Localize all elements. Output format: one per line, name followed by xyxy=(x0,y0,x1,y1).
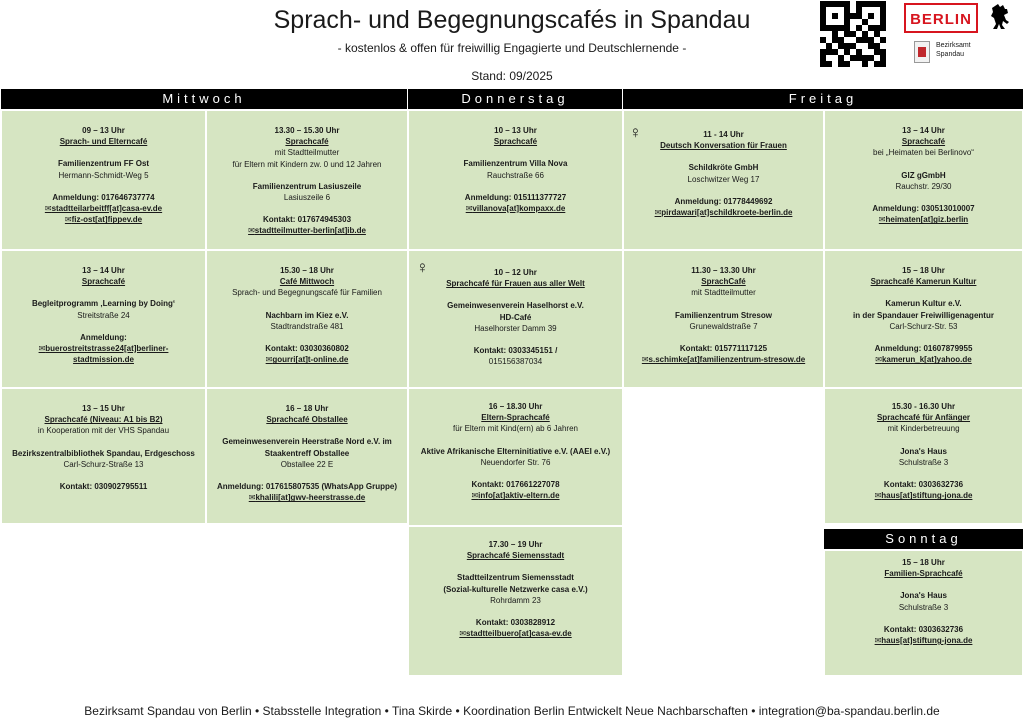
event-time: 13.30 – 15.30 Uhr xyxy=(274,126,340,135)
event-time: 17.30 – 19 Uhr xyxy=(488,540,543,549)
venue-name: Nachbarn im Kiez e.V. xyxy=(265,310,349,320)
event-detail: Sprach- und Begegnungscafé für Familien xyxy=(232,288,382,298)
event-time: 15 – 18 Uhr xyxy=(902,558,945,567)
event-title: Sprachcafé Obstallee xyxy=(266,415,348,425)
email-link[interactable]: ✉ pirdawari[at]schildkroete-berlin.de xyxy=(624,207,823,218)
event-card xyxy=(824,110,1023,250)
contact-line: Kontakt: 0303632736 xyxy=(883,480,964,490)
contact-line: Kontakt: 017674945303 xyxy=(262,215,352,225)
day-header-sonntag: Sonntag xyxy=(824,529,1023,549)
event-detail: 015156387034 xyxy=(488,357,543,367)
event-detail: mit Stadtteilmutter xyxy=(691,288,756,298)
event-detail: für Eltern mit Kindern zw. 0 und 12 Jahren xyxy=(232,159,382,169)
event-time: 11 - 14 Uhr xyxy=(703,130,744,139)
event-time: 13 – 14 Uhr xyxy=(82,266,125,275)
venue-name: Kamerun Kultur e.V. xyxy=(885,299,962,309)
event-time: 13 – 15 Uhr xyxy=(82,404,125,413)
page-subtitle: - kostenlos & offen für freiwillig Engagierte und Deutschlernende - xyxy=(337,41,687,55)
event-title: Sprachcafé für Frauen aus aller Welt xyxy=(446,279,585,289)
stand-date: Stand: 09/2025 xyxy=(471,69,553,83)
event-title: Sprachcafé xyxy=(81,277,126,287)
event-detail: in Kooperation mit der VHS Spandau xyxy=(37,426,170,436)
event-detail: bei „Heimaten bei Berlinovo“ xyxy=(873,148,974,158)
event-title: Sprachcafé Siemensstadt xyxy=(466,551,565,561)
event-card xyxy=(408,110,623,250)
email-link[interactable]: ✉ stadtteilarbeitff[at]casa-ev.de xyxy=(2,203,205,214)
contact-line: Kontakt: 0303828912 xyxy=(475,618,556,628)
venue-name: HD-Café xyxy=(499,312,532,322)
venue-name: in der Spandauer Freiwilligenagentur xyxy=(853,310,994,320)
contact-line: Kontakt: 0303632736 xyxy=(883,624,964,634)
email-link[interactable]: ✉ fiz-ost[at]fippev.de xyxy=(2,214,205,225)
event-card xyxy=(206,388,408,524)
event-title: Sprachcafé für Anfänger xyxy=(876,413,971,423)
event-title: Sprachcafé Kamerun Kultur xyxy=(870,277,977,287)
event-title: Sprachcafé xyxy=(901,137,946,147)
email-link[interactable]: ✉ buerostreitstrasse24[at]berliner- xyxy=(2,343,205,354)
venue-name: GIZ gGmbH xyxy=(901,170,946,180)
venue-name: Familienzentrum Lasiuszeile xyxy=(252,181,362,191)
event-detail: Schulstraße 3 xyxy=(898,602,949,612)
spandau-crest-icon xyxy=(914,41,930,63)
event-detail: Rauchstr. 29/30 xyxy=(895,181,952,191)
event-time: 10 – 12 Uhr xyxy=(494,268,537,277)
venue-name: Familienzentrum FF Ost xyxy=(57,159,150,169)
qr-code[interactable] xyxy=(820,1,886,67)
contact-line: Kontakt: 017661227078 xyxy=(471,480,560,490)
venue-name: Gemeinwesenverein Haselhorst e.V. xyxy=(447,301,584,311)
contact-line: Anmeldung: 015111377727 xyxy=(464,192,567,202)
event-detail: mit Kinderbetreuung xyxy=(887,424,960,434)
email-link[interactable]: ✉ gourri[at]t-online.de xyxy=(207,354,407,365)
event-time: 16 – 18 Uhr xyxy=(285,404,329,413)
email-link[interactable]: ✉ haus[at]stiftung-jona.de xyxy=(825,635,1022,646)
venue-name: Stadtteilzentrum Siemensstadt xyxy=(457,573,574,583)
email-link[interactable]: ✉ villanova[at]kompaxx.de xyxy=(409,203,622,214)
venue-name: Staakentreff Obstallee xyxy=(264,448,350,458)
event-time: 15.30 - 16.30 Uhr xyxy=(891,402,956,411)
email-link[interactable]: ✉ khalili[at]gwv-heerstrasse.de xyxy=(207,492,407,503)
event-title: Sprachcafé xyxy=(285,137,329,147)
event-card xyxy=(206,110,408,250)
contact-line: Anmeldung: 01778449692 xyxy=(674,196,773,206)
female-icon: ♀ xyxy=(416,258,429,277)
event-detail: Stadtrandstraße 481 xyxy=(270,321,344,331)
event-title: Sprachcafé xyxy=(493,137,538,147)
bezirksamt-label: Bezirksamt Spandau xyxy=(936,42,971,58)
event-detail: für Eltern mit Kind(ern) ab 6 Jahren xyxy=(453,424,578,434)
event-detail: Haselhorster Damm 39 xyxy=(474,323,557,333)
event-title: SprachCafé xyxy=(701,277,746,287)
event-title: Eltern-Sprachcafé xyxy=(481,413,550,423)
event-time: 15 – 18 Uhr xyxy=(902,266,945,275)
event-detail: Loschwitzer Weg 17 xyxy=(687,174,760,184)
event-card xyxy=(623,110,824,250)
female-icon: ♀ xyxy=(629,123,642,142)
venue-name: Schildkröte GmbH xyxy=(688,163,759,173)
event-card xyxy=(824,550,1023,676)
email-link[interactable]: ✉ heimaten[at]giz.berlin xyxy=(825,214,1022,225)
bear-icon xyxy=(984,3,1016,33)
event-time: 09 – 13 Uhr xyxy=(82,126,125,135)
email-link[interactable]: ✉ stadtteilbuero[at]casa-ev.de xyxy=(409,628,622,639)
event-detail: Streitstraße 24 xyxy=(77,310,130,320)
contact-line: Anmeldung: 030513010007 xyxy=(872,204,975,214)
event-detail: Carl-Schurz-Str. 53 xyxy=(889,321,958,331)
event-detail: Rauchstraße 66 xyxy=(487,170,544,180)
contact-line: Kontakt: 030902795511 xyxy=(59,482,148,492)
event-card xyxy=(206,250,408,388)
event-detail: Neuendorfer Str. 76 xyxy=(480,457,551,467)
email-link[interactable]: ✉ kamerun_k[at]yahoo.de xyxy=(825,354,1022,365)
email-link[interactable]: stadtmission.de xyxy=(73,355,134,365)
event-card xyxy=(408,250,623,388)
contact-line: Kontakt: 03030360802 xyxy=(265,344,349,354)
venue-name: (Sozial-kulturelle Netzwerke casa e.V.) xyxy=(443,584,588,594)
event-title: Café Mittwoch xyxy=(279,277,335,287)
footer: Bezirksamt Spandau von Berlin • Stabsstelle Integration • Tina Skirde • Koordination Berlin Entwickelt Neue Nachbarschaften • integration@ba-spandau.berlin.de xyxy=(84,704,940,718)
day-header-freitag: Freitag xyxy=(623,89,1023,109)
contact-line: Kontakt: 015771117125 xyxy=(679,344,768,354)
event-title: Deutsch Konversation für Frauen xyxy=(660,141,787,151)
contact-line: Anmeldung: 01607879955 xyxy=(874,344,973,354)
venue-name: Familienzentrum Stresow xyxy=(675,310,772,320)
venue-name: Familienzentrum Villa Nova xyxy=(463,159,568,169)
venue-name: Bezirkszentralbibliothek Spandau, Erdgeschoss xyxy=(12,448,195,458)
event-detail: Carl-Schurz-Straße 13 xyxy=(63,459,144,469)
event-title: Sprachcafé (Niveau: A1 bis B2) xyxy=(44,415,163,425)
event-card xyxy=(408,388,623,526)
contact-line: Kontakt: 0303345151 / xyxy=(473,346,558,356)
venue-name: Gemeinwesenverein Heerstraße Nord e.V. im xyxy=(222,437,392,447)
email-link[interactable]: ✉ s.schimke[at]familienzentrum-stresow.de xyxy=(624,354,823,365)
page-title: Sprach- und Begegnungscafés in Spandau xyxy=(273,6,751,34)
venue-name: Jona's Haus xyxy=(900,591,947,601)
event-detail: mit Stadtteilmutter xyxy=(274,148,340,158)
event-detail: Hermann-Schmidt-Weg 5 xyxy=(58,170,149,180)
contact-line: Anmeldung: 017615807535 (WhatsApp Gruppe) xyxy=(216,482,398,492)
event-time: 13 – 14 Uhr xyxy=(902,126,945,135)
event-time: 11.30 – 13.30 Uhr xyxy=(691,266,756,275)
email-link[interactable]: ✉ info[at]aktiv-eltern.de xyxy=(409,490,622,501)
event-card xyxy=(824,250,1023,388)
event-card xyxy=(824,388,1023,524)
event-detail: Grunewaldstraße 7 xyxy=(689,321,758,331)
event-detail: Rohrdamm 23 xyxy=(490,595,541,605)
email-link[interactable]: ✉ haus[at]stiftung-jona.de xyxy=(825,490,1022,501)
event-card xyxy=(1,110,206,250)
berlin-wordmark: BERLIN xyxy=(904,3,978,33)
event-time: 16 – 18.30 Uhr xyxy=(488,402,543,411)
venue-name: Aktive Afrikanische Elterninitiative e.V. (AAEI e.V.) xyxy=(420,446,611,456)
venue-name: Begleitprogramm ‚Learning by Doing‘ xyxy=(31,299,176,309)
event-detail: Obstallee 22 E xyxy=(280,459,334,469)
event-card xyxy=(408,526,623,676)
event-card xyxy=(623,250,824,388)
day-header-mittwoch: Mittwoch xyxy=(1,89,407,109)
event-time: 15.30 – 18 Uhr xyxy=(280,266,334,275)
berlin-logo xyxy=(904,3,1020,67)
event-detail: Lasiuszeile 6 xyxy=(283,193,331,203)
email-link[interactable]: ✉ stadtteilmutter-berlin[at]ib.de xyxy=(207,225,407,236)
event-card xyxy=(1,250,206,388)
contact-line: Anmeldung: xyxy=(80,332,127,342)
event-detail: Schulstraße 3 xyxy=(898,457,949,467)
contact-line: Anmeldung: 017646737774 xyxy=(52,192,155,202)
venue-name: Jona's Haus xyxy=(900,446,947,456)
event-card xyxy=(1,388,206,524)
event-title: Sprach- und Elterncafé xyxy=(59,137,148,147)
event-time: 10 – 13 Uhr xyxy=(494,126,537,135)
day-header-donnerstag: Donnerstag xyxy=(408,89,622,109)
event-title: Familien-Sprachcafé xyxy=(884,569,963,579)
